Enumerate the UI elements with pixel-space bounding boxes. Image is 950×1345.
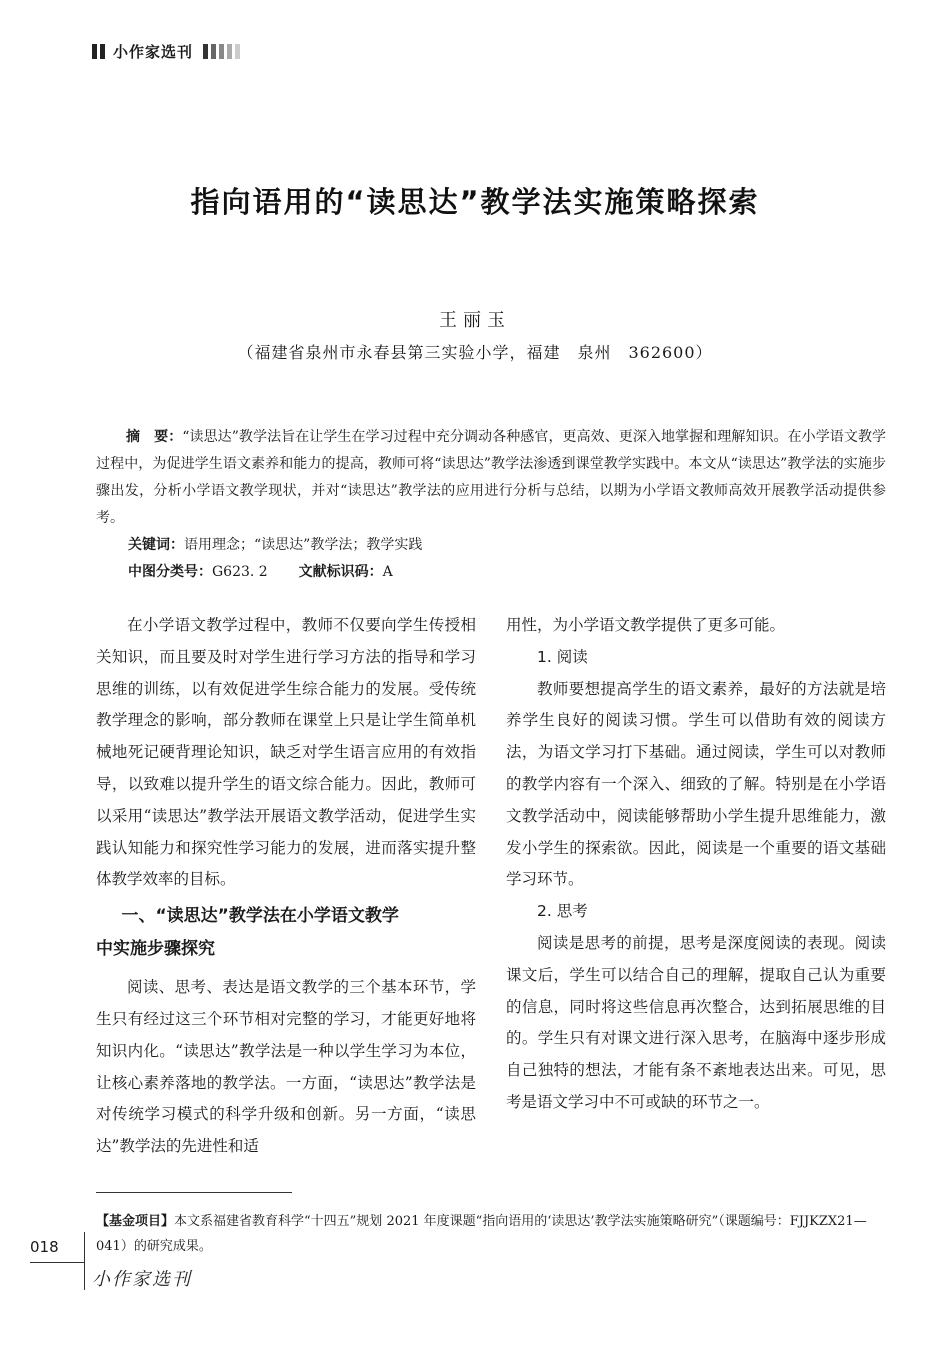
funding-text: 本文系福建省教育科学“十四五”规划 2021 年度课题“指向语用的‘读思达’教学法实施策略研究”（课题编号：FJJKZX21—041）的研究成果。 [96, 1214, 867, 1254]
magazine-name: 小作家选刊 [113, 42, 194, 61]
header-bars-icon [92, 44, 105, 59]
abstract-label: 摘 要： [126, 429, 183, 445]
paragraph: 在小学语文教学过程中，教师不仅要向学生传授相关知识，而且要及时对学生进行学习方法的指导和学习思维的训练，以有效促进学生综合能力的发展。受传统教学理念的影响，部分教师在课堂上只是让学生简单机械地死记硬背理论知识，缺乏对学生语言应用的有效指导，以致难以提升学生的语文综合能力。因此，教师可以采用“读思达”教学法开展语文教学活动，促进学生实践认知能力和探究性学习能力的发展，进而落实提升整体教学效率的目标。 [96, 616, 476, 889]
footer-underline [30, 1262, 84, 1263]
subsection-heading-reading: 1. 阅读 [537, 647, 588, 666]
paragraph: 阅读、思考、表达是语文教学的三个基本环节，学生只有经过这三个环节相对完整的学习，才能更好地将知识内化。“读思达”教学法是一种以学生学习为本位，让核心素养落地的教学法。一方面，“读思达”教学法是对传统学习模式的科学升级和创新。另一方面，“读思达”教学法的先进性和适 [96, 978, 476, 1156]
keywords-label: 关键词： [128, 537, 184, 553]
doc-code-label: 文献标识码： [298, 564, 383, 580]
footer-divider [84, 1232, 85, 1290]
keywords [128, 532, 422, 559]
clc-code: G623. 2 [212, 564, 268, 580]
body-right-column [506, 610, 886, 1119]
doc-code: A [382, 564, 393, 580]
abstract [96, 424, 886, 532]
paragraph: 用性，为小学语文教学提供了更多可能。 [506, 616, 786, 634]
article-title: 指向语用的“读思达”教学法实施策略探索 [190, 185, 760, 219]
abstract-text: “读思达”教学法旨在让学生在学习过程中充分调动各种感官，更高效、更深入地掌握和理解知识。在小学语文教学过程中，为促进学生语文素养和能力的提高，教师可将“读思达”教学法渗透到课堂教学实践中。本文从“读思达”教学法的实施步骤出发，分析小学语文教学现状，并对“读思达”教学法的应用进行分析与总结，以期为小学语文教师高效开展教学活动提供参考。 [96, 429, 887, 526]
magazine-logo: 小作家选刊 [92, 1269, 192, 1290]
header-fade-bars-icon [203, 44, 240, 59]
section-heading-line2: 中实施步骤探究 [96, 939, 215, 960]
funding-label: 【基金项目】 [96, 1214, 175, 1229]
page-number: 018 [30, 1238, 59, 1256]
running-header [92, 40, 240, 62]
keywords-text: 语用理念；“读思达”教学法；教学实践 [184, 537, 423, 553]
clc-label: 中图分类号： [128, 564, 212, 580]
classification [128, 559, 393, 586]
author-name: 王丽玉 [439, 310, 511, 331]
section-heading [96, 900, 476, 966]
subsection-heading-thinking: 2. 思考 [537, 902, 588, 921]
paragraph: 教师要想提高学生的语文素养，最好的方法就是培养学生良好的阅读习惯。学生可以借助有效的阅读方法，为语文学习打下基础。通过阅读，学生可以对教师的教学内容有一个深入、细致的了解。特别是在小学语文教学活动中，阅读能够帮助小学生提升思维能力，激发小学生的探索欲。因此，阅读是一个重要的语文基础学习环节。 [506, 679, 886, 889]
body-left-column [96, 610, 476, 1163]
author-affiliation: （福建省泉州市永春县第三实验小学，福建 泉州 362600） [237, 343, 713, 362]
footnote-divider [96, 1192, 292, 1193]
funding-footnote [96, 1209, 886, 1259]
paragraph: 阅读是思考的前提，思考是深度阅读的表现。阅读课文后，学生可以结合自己的理解，提取自己认为重要的信息，同时将这些信息再次整合，达到拓展思维的目的。学生只有对课文进行深入思考，在脑海中逐步形成自己独特的想法，才能有条不紊地表达出来。可见，思考是语文学习中不可或缺的环节之一。 [506, 933, 886, 1111]
section-heading-line1: 一、“读思达”教学法在小学语文教学 [121, 906, 399, 927]
